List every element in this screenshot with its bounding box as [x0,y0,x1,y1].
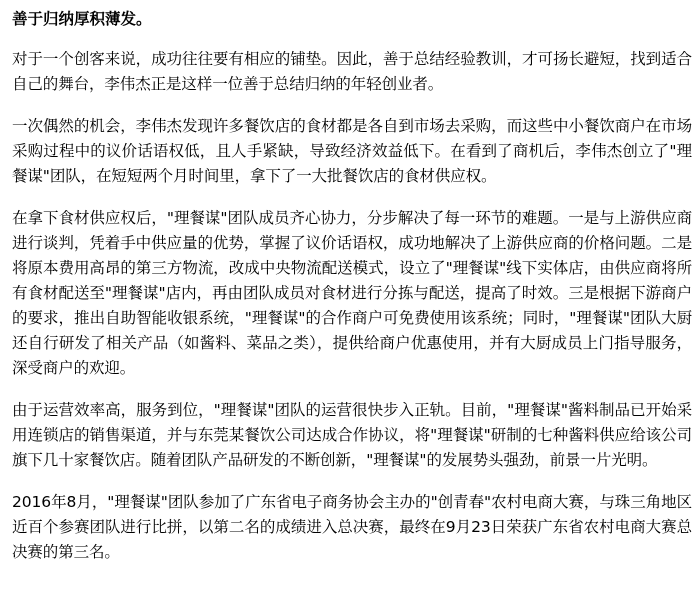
paragraph-intro: 对于一个创客来说，成功往往要有相应的铺垫。因此，善于总结经验教训，才可扬长避短，找到适合自己的舞台，李伟杰正是这样一位善于总结归纳的年轻创业者。 [12,50,692,93]
article-body [12,7,692,565]
section-heading: 善于归纳厚积薄发。 [12,10,152,28]
paragraph-operations: 由于运营效率高，服务到位，"理餐谋"团队的运营很快步入正轨。目前，"理餐谋"酱料制品已开始采用连锁店的销售渠道，并与东莞某餐饮公司达成合作协议，将"理餐谋"研制的七种酱料供应给该公司旗下几十家餐饮店。随着团队产品研发的不断创新，"理餐谋"的发展势头强劲，前景一片光明。 [12,401,692,469]
paragraph-solutions: 在拿下食材供应权后，"理餐谋"团队成员齐心协力，分步解决了每一环节的难题。一是与上游供应商进行谈判，凭着手中供应量的优势，掌握了议价话语权，成功地解决了上游供应商的价格问题。二是将原本费用高昂的第三方物流，改成中央物流配送模式，设立了"理餐谋"线下实体店，由供应商将所有食材配送至"理餐谋"店内，再由团队成员对食材进行分拣与配送，提高了时效。三是根据下游商户的要求，推出自助智能收银系统，"理餐谋"的合作商户可免费使用该系统；同时，"理餐谋"团队大厨还自行研发了相关产品（如酱料、菜品之类），提供给商户优惠使用，并有大厨成员上门指导服务，深受商户的欢迎。 [12,209,692,377]
paragraph-opportunity: 一次偶然的机会，李伟杰发现许多餐饮店的食材都是各自到市场去采购，而这些中小餐饮商户在市场采购过程中的议价话语权低，且人手紧缺，导致经济效益低下。在看到了商机后，李伟杰创立了"理餐谋"团队，在短短两个月时间里，拿下了一大批餐饮店的食材供应权。 [12,117,692,185]
paragraph-competition: 2016年8月，"理餐谋"团队参加了广东省电子商务协会主办的"创青春"农村电商大赛，与珠三角地区近百个参赛团队进行比拼，以第二名的成绩进入总决赛，最终在9月23日荣获广东省农村电商大赛总决赛的第三名。 [12,493,692,561]
